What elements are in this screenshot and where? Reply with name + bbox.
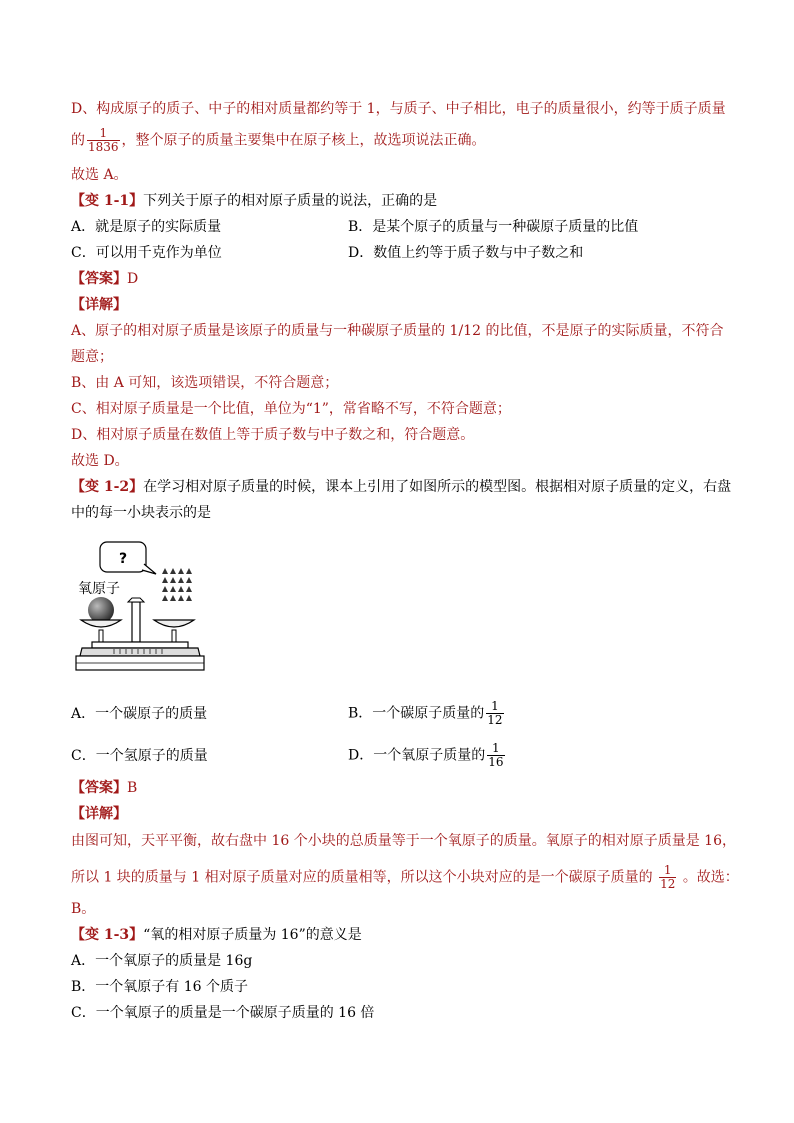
q1-option-a: A．就是原子的实际质量 (71, 219, 222, 235)
balance-base (80, 648, 200, 656)
answer-label: 【答案】 (71, 271, 127, 287)
fraction-numerator: 1 (491, 699, 499, 713)
question-stem: “氧的相对原子质量为 16”的意义是 (143, 927, 362, 943)
fraction-denominator: 12 (487, 713, 503, 727)
balance-figure (74, 538, 236, 676)
prev-option-d-line1: D、构成原子的质子、中子的相对质量都约等于 1，与质子、中子相比，电子的质量很小，约等于质子质量 (71, 101, 726, 117)
q2-detail-line2 (71, 864, 739, 891)
q3-option-a: A．一个氧原子的质量是 16g (71, 953, 253, 969)
question-1-2 (71, 478, 731, 496)
center-pillar (132, 602, 140, 642)
question-stem-line2: 中的每一小块表示的是 (71, 505, 211, 521)
q1-options-row1 (71, 218, 221, 236)
balance-beam (92, 642, 188, 648)
left-pan (81, 620, 121, 627)
q2-option-c: C．一个氢原子的质量 (71, 748, 208, 764)
q1-option-c: C．可以用千克作为单位 (71, 245, 222, 261)
fraction-1-12 (486, 700, 503, 727)
q1-option-d: D．数值上约等于质子数与中子数之和 (348, 245, 584, 261)
q1-detail-line2: 题意； (71, 349, 113, 365)
oxygen-atom-ball (88, 597, 114, 623)
q1-detail-line6: 故选 D。 (71, 453, 129, 469)
q2-detail-line3: B。 (71, 901, 96, 917)
q2-detail-line2-post: 。故选： (682, 869, 739, 886)
fraction-numerator: 1 (663, 863, 672, 877)
q2-option-d-text: D．一个氧原子质量的 (348, 747, 486, 764)
prev-option-d-pre: 的 (71, 132, 85, 149)
fraction-1-12 (659, 864, 676, 891)
prev-answer: 故选 A。 (71, 167, 128, 183)
q2-option-a: A．一个碳原子的质量 (71, 706, 208, 722)
fraction-numerator: 1 (99, 126, 108, 140)
q2-option-b (348, 700, 506, 727)
question-1-1 (71, 192, 437, 210)
q3-option-c: C．一个氧原子的质量是一个碳原子质量的 16 倍 (71, 1005, 375, 1021)
fraction-1-1836 (87, 127, 120, 154)
q2-detail-line2-pre: 所以 1 块的质量与 1 相对原子质量对应的质量相等，所以这个小块对应的是一个碳原子质量的 (71, 869, 653, 886)
fraction-denominator: 12 (660, 877, 676, 891)
speech-bubble-tail (142, 564, 156, 574)
answer-value: B (127, 780, 138, 796)
fraction-denominator: 1836 (88, 140, 119, 154)
small-blocks (162, 568, 192, 601)
q1-detail-line4: C、相对原子质量是一个比值，单位为“1”，常省略不写，不符合题意； (71, 401, 511, 417)
fraction-denominator: 16 (488, 755, 504, 769)
q3-option-b: B．一个氧原子有 16 个质子 (71, 979, 249, 995)
right-pan (154, 620, 194, 627)
q2-option-d (348, 742, 507, 769)
answer-value: D (127, 271, 139, 287)
prev-option-d-line2 (71, 127, 486, 154)
question-1-3 (71, 926, 362, 944)
q2-detail-line1: 由图可知，天平平衡，故右盘中 16 个小块的总质量等于一个氧原子的质量。氧原子的相对原子质量是 16， (71, 833, 736, 849)
question-stem-line1: 在学习相对原子质量的时候，课本上引用了如图所示的模型图。根据相对原子质量的定义，右盘 (143, 479, 732, 495)
question-tag: 【变 1-3】 (71, 927, 144, 943)
q2-detail-label: 【详解】 (71, 806, 127, 822)
fraction-1-16 (487, 742, 504, 769)
oxygen-atom-label: 氧原子 (78, 581, 120, 597)
q1-option-b: B．是某个原子的质量与一种碳原子质量的比值 (348, 219, 639, 235)
q1-detail-line3: B、由 A 可知，该选项错误，不符合题意； (71, 375, 339, 391)
q1-answer (71, 270, 138, 288)
answer-label: 【答案】 (71, 780, 127, 796)
q1-detail-label: 【详解】 (71, 297, 127, 313)
question-stem: 下列关于原子的相对原子质量的说法，正确的是 (143, 193, 438, 209)
question-tag: 【变 1-2】 (71, 479, 144, 495)
q1-detail-line5: D、相对原子质量在数值上等于质子数与中子数之和，符合题意。 (71, 427, 475, 443)
q2-option-b-text: B．一个碳原子质量的 (348, 705, 485, 722)
q2-answer (71, 779, 137, 797)
q1-detail-line1: A、原子的相对原子质量是该原子的质量与一种碳原子质量的 1/12 的比值，不是原子的实际质量，不符合 (71, 323, 724, 339)
question-mark: ? (118, 551, 128, 567)
fraction-numerator: 1 (492, 741, 500, 755)
question-tag: 【变 1-1】 (71, 193, 144, 209)
prev-option-d-post: ，整个原子的质量主要集中在原子核上，故选项说法正确。 (121, 132, 486, 149)
